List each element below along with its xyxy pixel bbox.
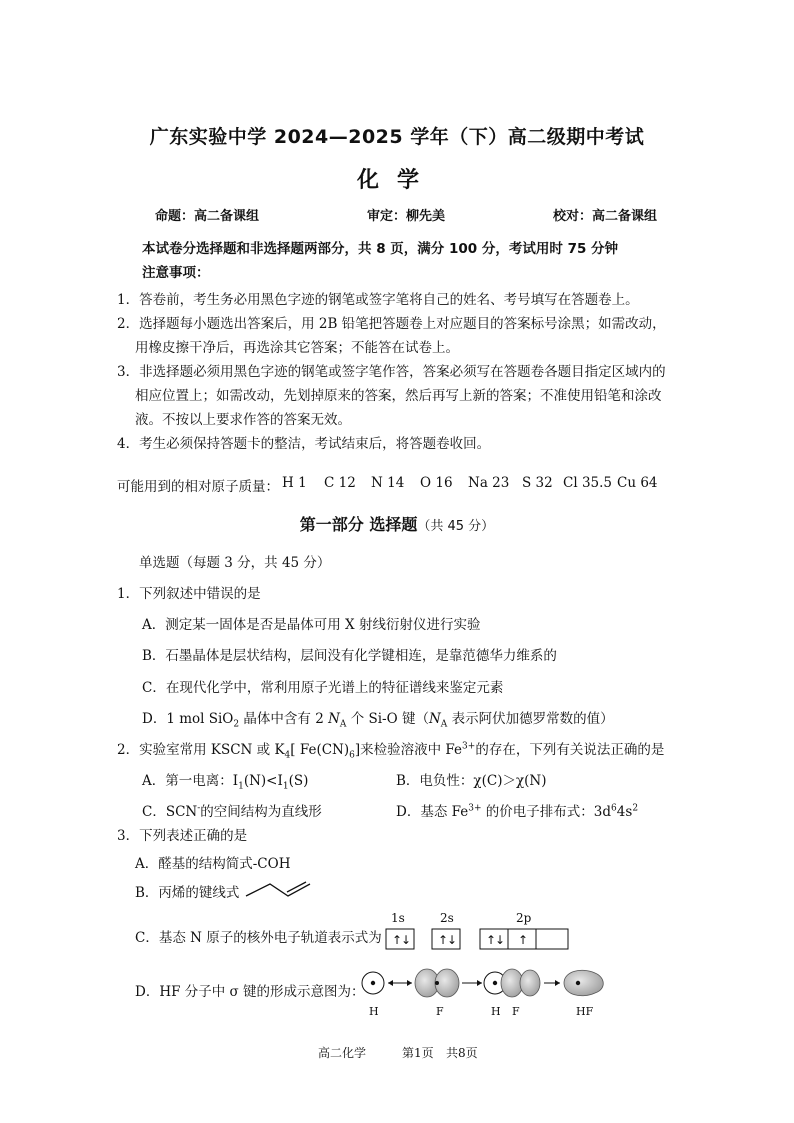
q2-c-part: 的空间结构为直线形 <box>200 804 322 820</box>
notice-3-cont1: 相应位置上；如需改动，先划掉原来的答案，然后再写上新的答案；不准使用铅笔和涂改 <box>135 388 662 404</box>
q3-option-b: B．丙烯的键线式 <box>135 885 240 901</box>
atomic-mass-n: N 14 <box>371 475 405 491</box>
q1-option-a: A．测定某一固体是否是晶体可用 X 射线衍射仪进行实验 <box>142 617 481 633</box>
q2-stem-part: ]来检验溶液中 Fe <box>354 742 463 758</box>
hf-label-h1: H <box>369 1005 379 1018</box>
svg-text:↓: ↓ <box>447 933 458 947</box>
q2-a-part: (N)<I <box>243 773 283 789</box>
q2-a-sub: 1 <box>238 781 244 792</box>
q3-option-a: A．醛基的结构简式-COH <box>135 856 291 872</box>
q2-stem-sub: 6 <box>349 750 355 761</box>
svg-text:↑: ↑ <box>518 933 529 947</box>
subject-title: 化学 <box>356 168 437 193</box>
q2-option-b: B．电负性：χ(C)＞χ(N) <box>396 773 547 789</box>
section-title <box>0 512 794 535</box>
notice-4: 4．考生必须保持答题卡的整洁，考试结束后，将答题卷收回。 <box>117 436 491 452</box>
q2-c-part: C．SCN <box>142 804 198 820</box>
checker: 校对：高二备课组 <box>553 209 658 224</box>
notice-2: 2．选择题每小题选出答案后，用 2B 铅笔把答题卷上对应题目的答案标号涂黑；如需改动， <box>117 316 666 332</box>
q2-d-sup: 3+ <box>468 803 482 814</box>
atomic-mass-cu: Cu 64 <box>617 475 658 491</box>
footer-subject: 高二化学 <box>318 1046 367 1060</box>
atomic-mass-s: S 32 <box>522 475 553 491</box>
svg-text:↑: ↑ <box>486 933 497 947</box>
footer-total: 共8页 <box>446 1046 478 1060</box>
orbital-label-1s: 1s <box>391 911 405 925</box>
atomic-mass-na: Na 23 <box>468 475 510 491</box>
q2-d-sup: 6 <box>611 803 617 814</box>
section-points: （共 45 分） <box>417 519 495 534</box>
q1-option-c: C．在现代化学中，常利用原子光谱上的特征谱线来鉴定元素 <box>142 680 504 696</box>
q2-option-c <box>142 800 322 820</box>
notice-3: 3．非选择题必须用黑色字迹的钢笔或签字笔作答，答案必须写在答题卷各题目指定区域内的 <box>117 364 666 380</box>
q2-stem <box>117 738 664 761</box>
notice-1: 1．答卷前，考生务必用黑色字迹的钢笔或签字笔将自己的姓名、考号填写在答题卷上。 <box>117 292 639 308</box>
notice-3-cont2: 液。不按以上要求作答的答案无效。 <box>135 412 351 428</box>
q2-d-part: 的价电子排布式：3d <box>481 804 612 820</box>
q2-stem-part: 2．实验室常用 KSCN 或 K <box>117 742 285 758</box>
q2-a-sub: 1 <box>282 781 289 792</box>
instructions: 单选题（每题 3 分，共 45 分） <box>139 555 331 571</box>
q2-d-sup: 2 <box>632 803 639 814</box>
q3-option-c: C．基态 N 原子的核外电子轨道表示式为 <box>135 930 382 946</box>
q2-stem-sup: 3+ <box>462 741 476 752</box>
q1-d-na: N <box>428 711 441 727</box>
hf-label-h2: H <box>491 1005 501 1018</box>
q2-stem-part: 的存在，下列有关说法正确的是 <box>475 742 665 758</box>
q1-d-sub: 2 <box>233 719 240 730</box>
exam-title: 广东实验中学 2024—2025 学年（下）高二级期中考试 <box>149 126 645 148</box>
q1-d-sub: A <box>440 719 448 730</box>
hf-sigma-bond-diagram <box>360 963 610 1007</box>
q2-stem-part: [ Fe(CN) <box>290 742 350 758</box>
q1-d-part: 晶体中含有 2 <box>239 711 329 727</box>
q2-a-part: A．第一电离：I <box>142 773 239 789</box>
q1-d-part: 表示阿伏加德罗常数的值） <box>447 711 614 727</box>
q2-a-part: (S) <box>288 773 309 789</box>
orbital-label-2p: 2p <box>516 911 532 925</box>
q2-option-d <box>396 800 638 820</box>
atomic-mass-o: O 16 <box>420 475 453 491</box>
q2-option-a <box>142 769 308 792</box>
q2-stem-sub: 4 <box>284 750 291 761</box>
atomic-mass-c: C 12 <box>324 475 356 491</box>
q2-d-part: 4s <box>616 804 633 820</box>
atomic-mass-h: H 1 <box>282 475 307 491</box>
atomic-mass-label: 可能用到的相对原子质量： <box>117 479 279 495</box>
q2-d-part: D．基态 Fe <box>396 804 469 820</box>
q1-d-na: N <box>328 711 340 727</box>
q1-d-sub: A <box>339 719 347 730</box>
hf-label-f2: F <box>512 1005 520 1018</box>
q1-d-part: 个 Si-O 键（ <box>346 711 429 727</box>
footer-page: 第1页 <box>402 1046 434 1060</box>
orbital-label-2s: 2s <box>440 911 454 925</box>
svg-text:↑: ↑ <box>438 933 449 947</box>
hf-label-hf: HF <box>576 1005 594 1018</box>
svg-text:↓: ↓ <box>495 933 506 947</box>
q1-option-b: B．石墨晶体是层状结构，层间没有化学键相连，是靠范德华力维系的 <box>142 648 557 664</box>
q1-d-part: D．1 mol SiO <box>142 711 234 727</box>
q3-stem: 3．下列表述正确的是 <box>117 828 248 844</box>
q1-option-d <box>142 707 614 730</box>
proposer: 命题：高二备课组 <box>155 209 260 224</box>
atomic-mass-cl: Cl 35.5 <box>563 475 612 491</box>
q1-stem: 1．下列叙述中错误的是 <box>117 586 261 602</box>
svg-text:↓: ↓ <box>401 933 412 947</box>
q2-c-sup: - <box>197 803 201 814</box>
reviewer: 审定：柳先美 <box>367 209 446 224</box>
propene-skeletal-diagram <box>243 880 313 900</box>
nitrogen-orbital-diagram <box>384 927 574 951</box>
exam-intro: 本试卷分选择题和非选择题两部分，共 8 页，满分 100 分，考试用时 75 分钟 <box>142 241 619 257</box>
q3-option-d: D．HF 分子中 σ 键的形成示意图为： <box>135 984 365 1000</box>
svg-text:↑: ↑ <box>392 933 403 947</box>
notice-title: 注意事项： <box>142 265 210 281</box>
notice-2-cont: 用橡皮擦干净后，再选涂其它答案；不能答在试卷上。 <box>135 340 459 356</box>
hf-label-f1: F <box>436 1005 444 1018</box>
section-title-text: 第一部分 选择题 <box>299 515 418 534</box>
